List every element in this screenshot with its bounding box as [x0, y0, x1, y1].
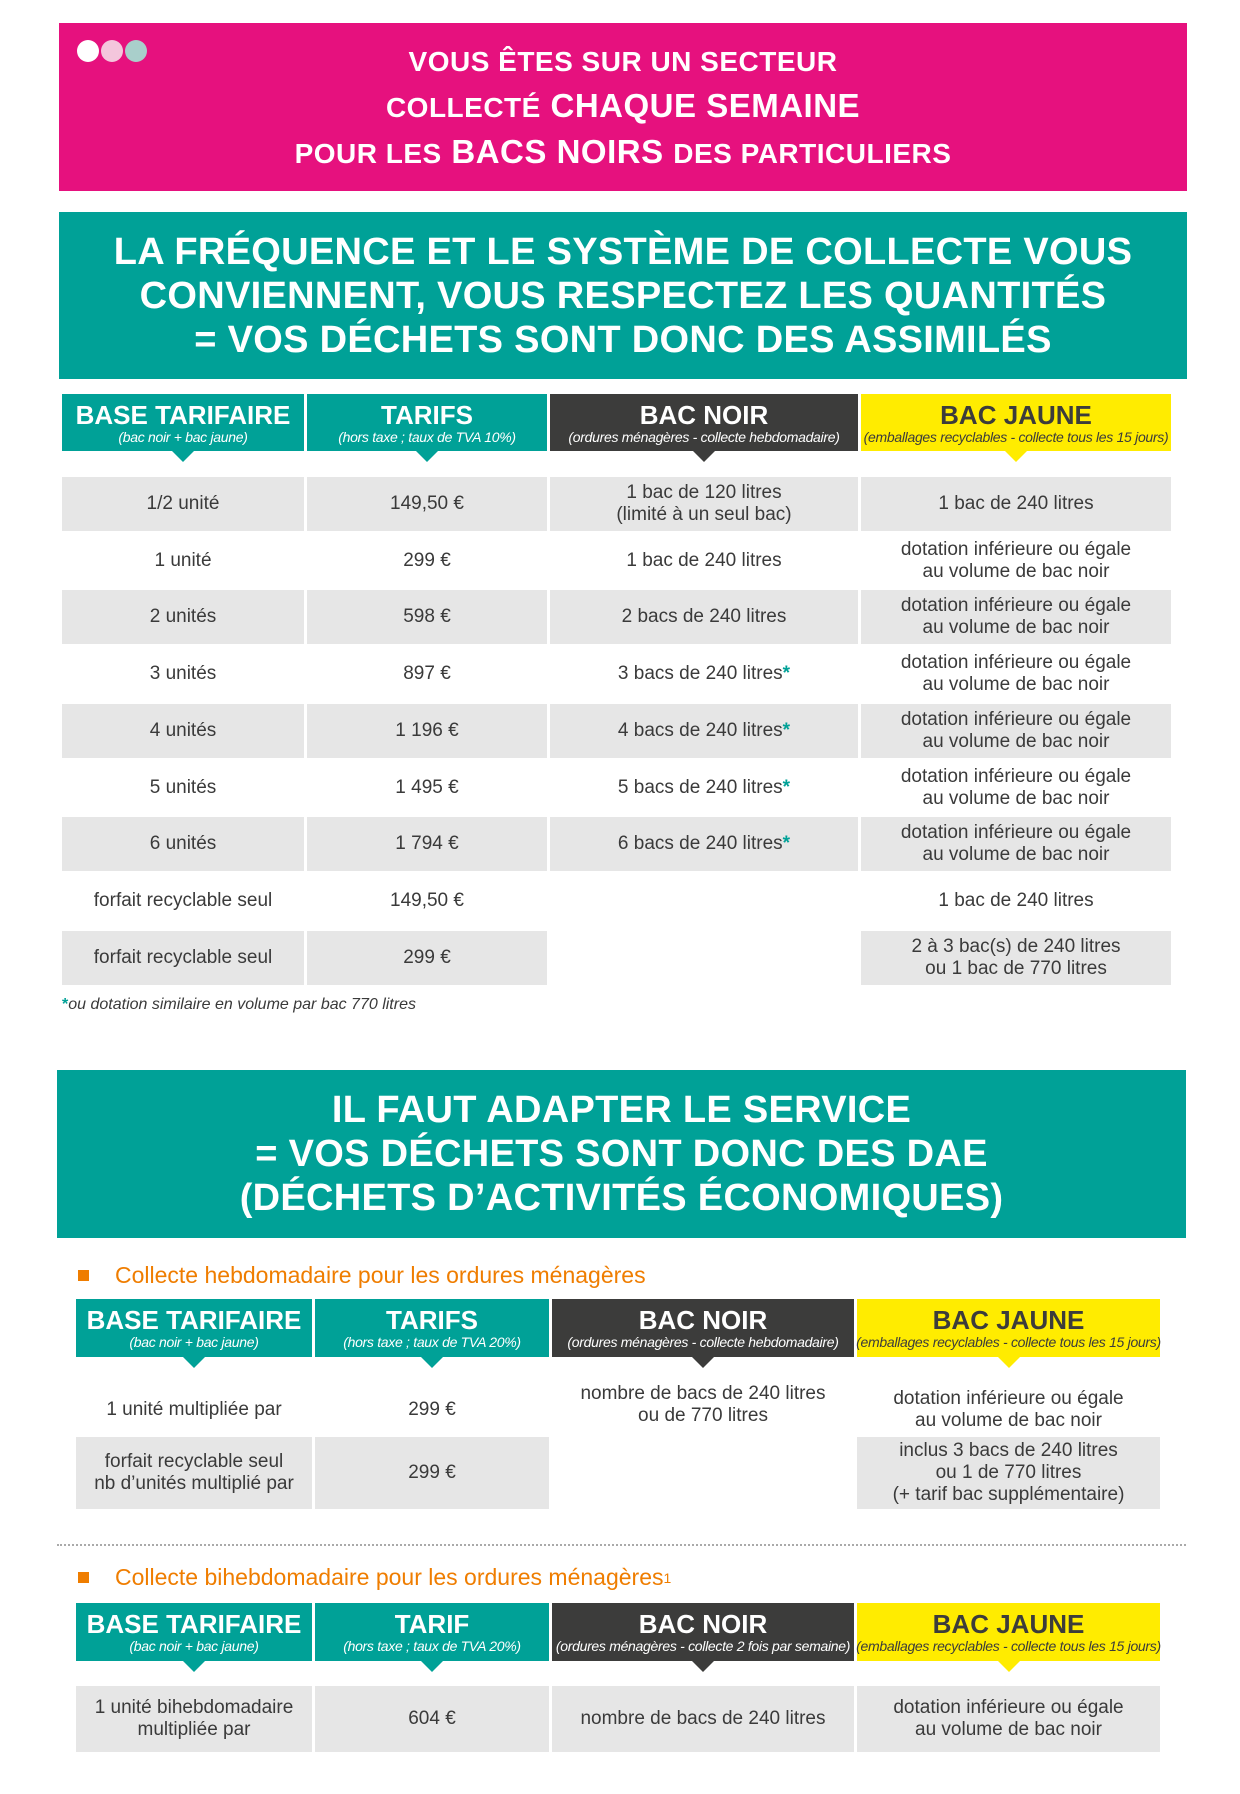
- cell-line: 299 €: [403, 947, 451, 968]
- section1-title-line: LA FRÉQUENCE ET LE SYSTÈME DE COLLECTE VOUS: [113, 230, 1133, 273]
- cell-line: au volume de bac noir: [922, 674, 1110, 695]
- cell-base: [62, 874, 304, 928]
- cell-line: dotation inférieure ou égale: [893, 1387, 1124, 1409]
- cell-line: 1 495 €: [395, 777, 459, 798]
- cell-line: 1 794 €: [395, 833, 459, 854]
- cell-bac-jaune: [861, 874, 1171, 928]
- footnote: *ou dotation similaire en volume par bac 770 litres: [62, 996, 416, 1013]
- cell-line: nb d’unités multiplié par: [94, 1473, 294, 1494]
- cell-line: multipliée par: [137, 1719, 251, 1740]
- header-subtitle: (emballages recyclables - collecte tous les 15 jours): [863, 428, 1169, 445]
- cell-line: 5 unités: [149, 777, 217, 798]
- cell-base: [76, 1376, 312, 1443]
- subsection-biweekly-label: Collecte bihebdomadaire pour les ordures ménagères 1: [78, 1564, 671, 1591]
- header-title: BAC NOIR: [638, 1609, 768, 1639]
- cell-line: au volume de bac noir: [922, 617, 1110, 638]
- cell-tarif: [315, 1437, 549, 1509]
- cell-line: nombre de bacs de 240 litres: [580, 1383, 826, 1404]
- section2-title-line: IL FAUT ADAPTER LE SERVICE: [331, 1089, 912, 1131]
- cell-bac-noir: [550, 590, 858, 644]
- header-title: BAC JAUNE: [932, 1609, 1085, 1639]
- section2-title-line: (DÉCHETS D’ACTIVITÉS ÉCONOMIQUES): [239, 1177, 1004, 1219]
- cell-line: 1 bac de 240 litres: [938, 493, 1094, 514]
- asterisk-mark: *: [782, 833, 791, 854]
- cell-tarif: [307, 931, 547, 985]
- bullet-square-icon: [78, 1270, 89, 1281]
- header-title: BAC JAUNE: [940, 399, 1092, 430]
- cell-line: 5 bacs de 240 litres*: [617, 777, 791, 798]
- header-title: BASE TARIFAIRE: [86, 1609, 302, 1639]
- divider: [57, 1544, 1186, 1546]
- header-title: BAC NOIR: [638, 1305, 768, 1335]
- cell-line: 2 à 3 bac(s) de 240 litres: [911, 936, 1121, 957]
- header-bac-jaune: [857, 1299, 1160, 1357]
- cell-base: [62, 931, 304, 985]
- cell-line: dotation inférieure ou égale: [893, 1697, 1124, 1718]
- cell-line: ou 1 bac de 770 litres: [925, 958, 1107, 979]
- header-subtitle: (bac noir + bac jaune): [129, 1334, 259, 1350]
- cell-base: [62, 477, 304, 531]
- header-title: BAC JAUNE: [932, 1305, 1085, 1335]
- cell-tarif: [315, 1686, 549, 1752]
- header-subtitle: (hors taxe ; taux de TVA 20%): [343, 1334, 521, 1350]
- header-bac-jaune: [861, 394, 1171, 451]
- cell-line: 149,50 €: [390, 890, 464, 911]
- cell-tarif: [307, 477, 547, 531]
- cell-line: forfait recyclable seul: [93, 947, 273, 968]
- header-subtitle: (emballages recyclables - collecte tous les 15 jours): [856, 1638, 1161, 1654]
- cell-line: au volume de bac noir: [922, 731, 1110, 752]
- header-bac-noir: [552, 1603, 854, 1661]
- cell-line: 2 unités: [149, 606, 217, 627]
- cell-line: au volume de bac noir: [915, 1719, 1102, 1740]
- cell-line: dotation inférieure ou égale: [900, 652, 1132, 673]
- cell-tarif: [315, 1376, 549, 1443]
- cell-bac-jaune: [857, 1686, 1160, 1752]
- cell-line: 604 €: [408, 1708, 456, 1729]
- header-subtitle: (ordures ménagères - collecte 2 fois par semaine): [555, 1638, 851, 1654]
- cell-line: dotation inférieure ou égale: [900, 595, 1132, 616]
- header-subtitle: (hors taxe ; taux de TVA 20%): [343, 1638, 521, 1654]
- cell-line: dotation inférieure ou égale: [900, 539, 1132, 560]
- cell-bac-jaune: [861, 477, 1171, 531]
- cell-line: 299 €: [403, 550, 451, 571]
- section2-title: [57, 1070, 1186, 1238]
- cell-bac-noir: [550, 817, 858, 871]
- cell-bac-noir: [550, 761, 858, 815]
- cell-bac-noir: [550, 647, 858, 701]
- header-base-tarifaire: [76, 1299, 312, 1357]
- cell-bac-noir: [550, 704, 858, 758]
- cell-base: [62, 647, 304, 701]
- cell-line: ou de 770 litres: [638, 1405, 768, 1426]
- header-tarifs: [307, 394, 547, 451]
- cell-bac-jaune: [861, 647, 1171, 701]
- cell-line: inclus 3 bacs de 240 litres: [899, 1440, 1118, 1461]
- cell-line: 4 unités: [149, 720, 217, 741]
- section1-title: [59, 212, 1187, 379]
- cell-bac-jaune: [861, 817, 1171, 871]
- header-title: BAC NOIR: [639, 399, 769, 430]
- header-bac-jaune: [857, 1603, 1160, 1661]
- cell-line: 2 bacs de 240 litres: [621, 606, 787, 627]
- cell-line: 1 unité: [154, 550, 212, 571]
- asterisk-mark: *: [782, 777, 791, 798]
- cell-line: 1/2 unité: [146, 493, 220, 514]
- cell-line: 6 bacs de 240 litres*: [617, 833, 791, 854]
- header-title: TARIFS: [386, 1305, 478, 1335]
- cell-line: 299 €: [408, 1462, 456, 1483]
- cell-bac-jaune: [861, 704, 1171, 758]
- header-title: TARIF: [394, 1609, 470, 1639]
- cell-tarif: [307, 761, 547, 815]
- cell-line: dotation inférieure ou égale: [900, 766, 1132, 787]
- section1-title-line: = VOS DÉCHETS SONT DONC DES ASSIMILÉS: [194, 318, 1052, 361]
- header-title: BASE TARIFAIRE: [86, 1305, 302, 1335]
- cell-line: 6 unités: [149, 833, 217, 854]
- cell-tarif: [307, 874, 547, 928]
- cell-line: 149,50 €: [390, 493, 464, 514]
- banner-line-2: COLLECTÉ CHAQUE SEMAINE: [385, 87, 861, 124]
- logo-dots: [77, 40, 147, 62]
- header-base-tarifaire: [76, 1603, 312, 1661]
- cell-base: [62, 817, 304, 871]
- dot-icon: [101, 40, 123, 62]
- cell-line: 299 €: [408, 1398, 456, 1420]
- header-subtitle: (ordures ménagères - collecte hebdomadaire): [568, 428, 840, 445]
- asterisk-mark: *: [782, 663, 791, 684]
- cell-bac-jaune: [861, 590, 1171, 644]
- header-bac-noir: [550, 394, 858, 451]
- cell-line: (+ tarif bac supplémentaire): [892, 1484, 1125, 1505]
- header-title: BASE TARIFAIRE: [75, 399, 291, 430]
- banner-line-3: POUR LES BACS NOIRS DES PARTICULIERS: [294, 133, 952, 170]
- cell-tarif: [307, 647, 547, 701]
- cell-line: nombre de bacs de 240 litres: [580, 1708, 826, 1729]
- cell-line: au volume de bac noir: [922, 561, 1110, 582]
- cell-bac-noir: [550, 477, 858, 531]
- cell-base: [76, 1437, 312, 1509]
- cell-line: au volume de bac noir: [922, 844, 1110, 865]
- cell-line: forfait recyclable seul: [104, 1451, 284, 1472]
- header-tarifs: [315, 1299, 549, 1357]
- cell-line: dotation inférieure ou égale: [900, 709, 1132, 730]
- cell-bac-noir: [550, 534, 858, 588]
- cell-line: 3 bacs de 240 litres*: [617, 663, 791, 684]
- cell-line: 1 196 €: [395, 720, 459, 741]
- cell-bac-jaune: [857, 1437, 1160, 1509]
- cell-tarif: [307, 534, 547, 588]
- cell-line: 1 unité bihebdomadaire: [94, 1697, 294, 1718]
- header-title: TARIFS: [381, 399, 473, 430]
- dot-icon: [77, 40, 99, 62]
- section2-title-line: = VOS DÉCHETS SONT DONC DES DAE: [255, 1133, 988, 1175]
- header-subtitle: (emballages recyclables - collecte tous les 15 jours): [856, 1334, 1161, 1350]
- cell-bac-noir: [552, 1686, 854, 1752]
- header-bac-noir: [552, 1299, 854, 1357]
- cell-base: [62, 761, 304, 815]
- header-subtitle: (hors taxe ; taux de TVA 10%): [338, 428, 516, 445]
- cell-tarif: [307, 704, 547, 758]
- cell-base: [62, 704, 304, 758]
- header-subtitle: (bac noir + bac jaune): [129, 1638, 259, 1654]
- cell-line: 1 bac de 120 litres: [626, 482, 782, 503]
- cell-line: 598 €: [403, 606, 451, 627]
- top-banner: [59, 23, 1187, 191]
- bullet-square-icon: [78, 1572, 89, 1583]
- asterisk-mark: *: [782, 720, 791, 741]
- cell-bac-jaune: [857, 1376, 1160, 1443]
- cell-line: ou 1 de 770 litres: [935, 1462, 1082, 1483]
- header-subtitle: (bac noir + bac jaune): [118, 428, 248, 445]
- cell-tarif: [307, 817, 547, 871]
- cell-line: dotation inférieure ou égale: [900, 822, 1132, 843]
- cell-line: 1 bac de 240 litres: [626, 550, 782, 571]
- cell-bac-noir: [552, 1376, 854, 1434]
- header-tarifs: [315, 1603, 549, 1661]
- header-base-tarifaire: [62, 394, 304, 451]
- cell-bac-jaune: [861, 931, 1171, 985]
- subsection-weekly-label: Collecte hebdomadaire pour les ordures ménagères: [78, 1262, 646, 1289]
- cell-line: 897 €: [403, 663, 451, 684]
- cell-line: 3 unités: [149, 663, 217, 684]
- cell-base: [76, 1686, 312, 1752]
- banner-line-1: VOUS ÊTES SUR UN SECTEUR: [408, 46, 838, 77]
- cell-bac-jaune: [861, 761, 1171, 815]
- cell-line: 4 bacs de 240 litres*: [617, 720, 791, 741]
- cell-bac-jaune: [861, 534, 1171, 588]
- cell-line: (limité à un seul bac): [616, 504, 792, 525]
- cell-base: [62, 534, 304, 588]
- cell-line: forfait recyclable seul: [93, 890, 273, 911]
- cell-base: [62, 590, 304, 644]
- section1-title-line: CONVIENNENT, VOUS RESPECTEZ LES QUANTITÉS: [139, 274, 1107, 317]
- cell-line: au volume de bac noir: [915, 1409, 1102, 1431]
- header-subtitle: (ordures ménagères - collecte hebdomadaire): [567, 1334, 839, 1350]
- cell-tarif: [307, 590, 547, 644]
- cell-line: au volume de bac noir: [922, 788, 1110, 809]
- dot-icon: [125, 40, 147, 62]
- cell-line: 1 unité multipliée par: [106, 1398, 282, 1420]
- cell-line: 1 bac de 240 litres: [938, 890, 1094, 911]
